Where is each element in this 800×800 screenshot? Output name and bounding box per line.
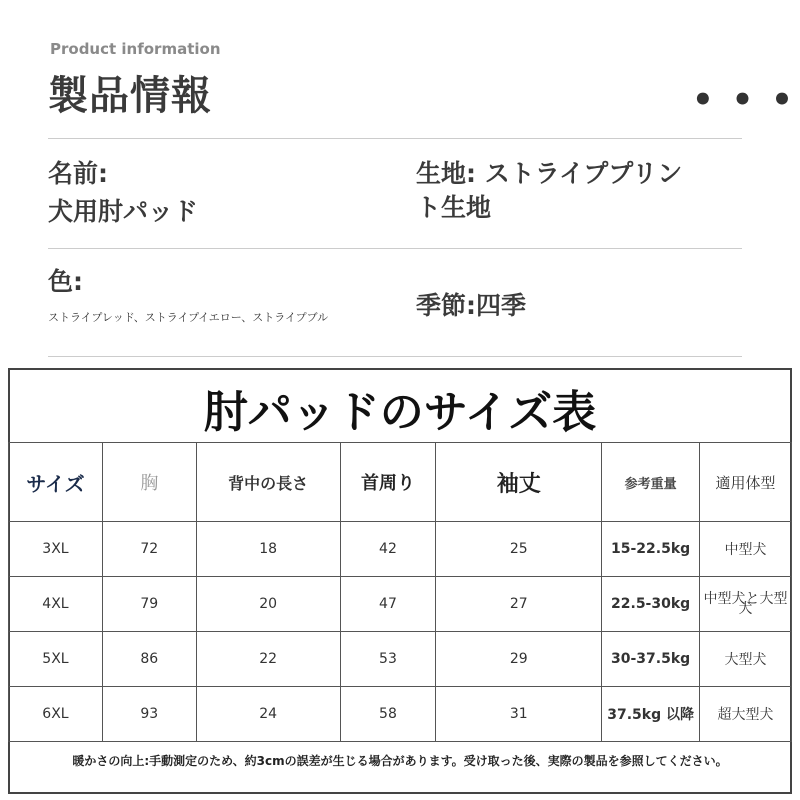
cell-back-length: 24 [196,687,340,742]
cell-weight: 30-37.5kg [602,632,700,687]
header-body-type: 適用体型 [700,443,792,522]
cell-sleeve: 27 [436,577,602,632]
cell-size: 3XL [9,522,103,577]
cell-size: 4XL [9,577,103,632]
cell-neck: 58 [340,687,436,742]
name-value: 犬用肘パッド [48,197,199,226]
cell-size: 5XL [9,632,103,687]
cell-body-type: 中型犬と大型犬 [700,577,792,632]
divider [48,138,742,139]
cell-body-type: 大型犬 [700,632,792,687]
cell-weight: 15-22.5kg [602,522,700,577]
cell-size: 6XL [9,687,103,742]
divider [48,248,742,249]
header-neck: 首周り [340,443,436,522]
more-icon: • • • [692,80,796,120]
measurement-note: 暖かさの向上:手動測定のため、約3cmの誤差が生じる場合があります。受け取った後、実際の製品を参照してください。 [72,754,728,768]
table-row [9,577,792,632]
name-label: 名前: [48,159,108,188]
color-value: ストライプレッド、ストライプイエロー、ストライプブル [48,311,329,324]
cell-weight: 22.5-30kg [602,577,700,632]
cell-weight: 37.5kg 以降 [602,687,700,742]
cell-chest: 93 [102,687,196,742]
table-header-row [9,443,792,522]
table-row [9,522,792,577]
cell-neck: 47 [340,577,436,632]
cell-chest: 72 [102,522,196,577]
header-back-length: 背中の長さ [196,443,340,522]
size-table-title: 肘パッドのサイズ表 [203,387,597,438]
header-size: サイズ [9,443,103,522]
divider [48,356,742,357]
cell-body-type: 中型犬 [700,522,792,577]
cell-back-length: 20 [196,577,340,632]
cell-neck: 42 [340,522,436,577]
cell-chest: 79 [102,577,196,632]
cell-neck: 53 [340,632,436,687]
table-row [9,687,792,742]
cell-body-type: 超大型犬 [700,687,792,742]
cell-sleeve: 31 [436,687,602,742]
cell-back-length: 18 [196,522,340,577]
header-weight: 参考重量 [602,443,700,522]
cell-back-length: 22 [196,632,340,687]
size-table [8,442,792,742]
color-label: 色: [48,267,83,296]
cell-chest: 86 [102,632,196,687]
cell-sleeve: 29 [436,632,602,687]
header-sleeve: 袖丈 [436,443,602,522]
section-subtitle: Product information [50,40,221,58]
season-value: 季節:四季 [416,291,526,320]
fabric-line-2: ト生地 [416,193,492,222]
fabric-line-1: 生地: ストライププリン [416,159,683,188]
page-title: 製品情報 [48,73,212,119]
table-row [9,632,792,687]
cell-sleeve: 25 [436,522,602,577]
header-chest: 胸 [102,443,196,522]
